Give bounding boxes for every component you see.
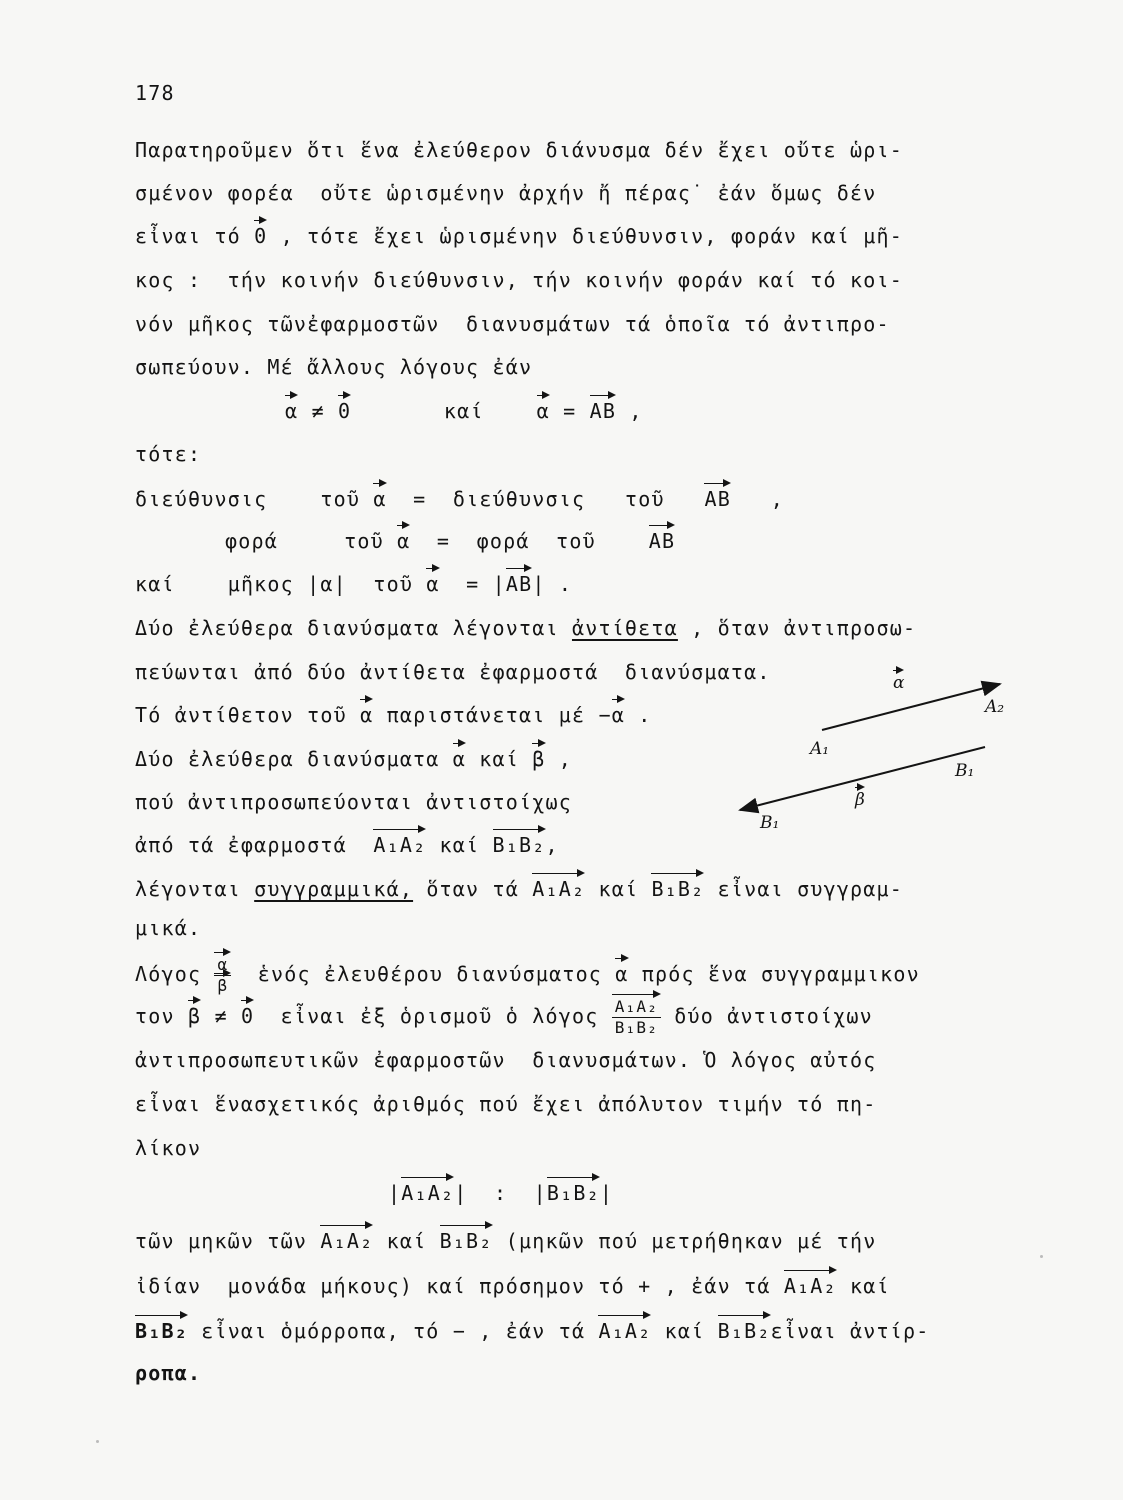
paragraph-2-line-2: πεύωνται ἀπό δύο ἀντίθετα ἐφαρμοστά διανύσματα. xyxy=(135,660,771,684)
text-fragment: εἶναι τό xyxy=(135,224,255,248)
abs-bar: | xyxy=(599,1181,614,1205)
paragraph-1-line-6: σωπεύουν. Μέ ἄλλους λόγους ἐάν xyxy=(135,355,533,379)
vector-ab: AB xyxy=(505,572,533,596)
word-kai: καί xyxy=(466,747,533,771)
sense-row xyxy=(225,528,675,554)
ratio-separator: | : | xyxy=(454,1181,547,1205)
vector-alpha: α xyxy=(360,703,374,727)
word-kai: καί xyxy=(135,572,175,596)
vector-a1a2: A₁A₂ xyxy=(532,877,586,901)
word-dieuthynsis: διεύθυνσις xyxy=(452,487,586,511)
vector-zero: 0 xyxy=(337,399,352,423)
vector-a1a2: A₁A₂ xyxy=(598,1319,652,1343)
text-fragment: , xyxy=(545,747,572,771)
word-kai: καί xyxy=(651,1319,718,1343)
vector-alpha: α xyxy=(615,962,629,986)
word-kai: καί xyxy=(426,833,493,857)
vector-a1a2-arrow xyxy=(822,684,1000,730)
paragraph-5-line-3 xyxy=(135,1318,930,1344)
not-equal-sign: ≠ xyxy=(298,399,338,423)
paragraph-5-line-2 xyxy=(135,1273,890,1299)
equation-1 xyxy=(285,398,643,424)
word-tou: τοῦ xyxy=(625,487,665,511)
vector-alpha: α xyxy=(536,399,550,423)
vector-a1a2: A₁A₂ xyxy=(320,1229,374,1253)
text-fragment: εἶναι ἀντίρ- xyxy=(770,1319,930,1343)
paragraph-3-line-2: πού ἀντιπροσωπεύονται ἀντιστοίχως xyxy=(135,790,572,814)
tote-label: τότε: xyxy=(135,442,202,466)
text-fragment: δύο ἀντιστοίχων xyxy=(661,1004,873,1028)
paragraph-1-line-3 xyxy=(135,223,903,249)
text-fragment: εἶναι ἐξ ὁρισμοῦ ὁ λόγος xyxy=(254,1004,612,1028)
paragraph-1-line-5: νόν μῆκος τῶνἐφαρμοστῶν διανυσμάτων τά ὁποῖα τό ἀντιπρο- xyxy=(135,312,890,336)
vector-alpha: α xyxy=(426,572,440,596)
vector-b1b2: B₁B₂ xyxy=(492,833,546,857)
paragraph-2-line-1 xyxy=(135,615,916,641)
collinear-vectors-diagram xyxy=(730,665,1030,845)
text-fragment: τῶν μηκῶν τῶν xyxy=(135,1229,321,1253)
text-fragment: εἶναι ὁμόρροπα, τό − , ἐάν τά xyxy=(187,1319,599,1343)
word-kai: καί xyxy=(443,399,484,423)
text-fragment: , xyxy=(545,833,559,857)
vector-a1a2: A₁A₂ xyxy=(373,833,427,857)
fraction-a1a2-over-b1b2 xyxy=(612,997,661,1038)
equals-sign: = xyxy=(549,399,590,423)
vector-b1b2: B₁B₂ xyxy=(439,1229,493,1253)
word-kai: καί xyxy=(585,877,652,901)
abs-bar: | xyxy=(492,572,506,596)
equals-sign: = xyxy=(466,572,480,596)
word-mikos: μῆκος xyxy=(227,572,294,596)
diagram-label-alpha: α xyxy=(893,673,905,693)
word-dieuthynsis: διεύθυνσις xyxy=(135,487,268,511)
vector-b1b2: B₁B₂ xyxy=(717,1319,771,1343)
text-fragment: πρός ἕνα συγγραμμικον xyxy=(628,962,920,986)
text-fragment: (μηκῶν πού μετρήθηκαν μέ τήν xyxy=(492,1229,877,1253)
vector-a1a2: A₁A₂ xyxy=(401,1181,455,1205)
equals-sign: = xyxy=(436,529,451,553)
text-fragment: ὅταν τά xyxy=(413,877,533,901)
underlined-term-antitheta: ἀντίθετα xyxy=(571,616,678,640)
paragraph-4-line-3: ἀντιπροσωπευτικῶν ἐφαρμοστῶν διανυσμάτων. Ὁ λόγος αὐτός xyxy=(135,1048,877,1072)
text-fragment: Τό ἀντίθετον τοῦ xyxy=(135,703,361,727)
direction-row xyxy=(135,486,784,512)
paragraph-5-line-4: ροπα. xyxy=(135,1361,202,1385)
word-tou: τοῦ xyxy=(373,572,414,596)
fraction-numerator: A₁A₂ xyxy=(612,997,661,1018)
word-fora: φορά xyxy=(476,529,530,553)
paragraph-1-line-2: σμένον φορέα οὔτε ὡρισμένην ἀρχήν ἤ πέρας˙ ἐάν ὅμως δέν xyxy=(135,181,877,205)
paragraph-3-line-4 xyxy=(135,876,903,902)
comma: , xyxy=(616,399,643,423)
vector-ab: AB xyxy=(648,529,676,553)
word-tou: τοῦ xyxy=(320,487,361,511)
vector-a1a2: A₁A₂ xyxy=(783,1274,837,1298)
paragraph-4-line-1 xyxy=(135,955,920,996)
vector-alpha: α xyxy=(397,529,411,553)
vector-alpha: α xyxy=(452,747,467,771)
fraction-alpha-over-beta xyxy=(214,955,231,996)
page-number: 178 xyxy=(135,81,175,105)
diagram-label-beta: β xyxy=(855,790,865,810)
diagram-label-a1: A₁ xyxy=(810,739,830,759)
paragraph-1-line-1: Παρατηροῦμεν ὅτι ἕνα ἐλεύθερον διάνυσμα δέν ἔχει οὔτε ὡρι- xyxy=(135,138,903,162)
diagram-label-b1-top: B₁ xyxy=(955,761,975,781)
fraction-denominator: β xyxy=(214,976,231,996)
paragraph-3-line-3 xyxy=(135,832,559,858)
equals-sign: = xyxy=(413,487,427,511)
diagram-label-a2: A₂ xyxy=(985,697,1005,717)
word-tou: τοῦ xyxy=(344,529,384,553)
vector-b1b2: B₁B₂ xyxy=(135,1319,188,1343)
vector-zero: 0 xyxy=(240,1004,255,1028)
paragraph-5-line-1 xyxy=(135,1228,877,1254)
text-fragment: ἰδίαν μονάδα μήκους) καί πρόσημον τό + , ἐάν τά xyxy=(135,1274,784,1298)
paragraph-1-line-4: κος : τήν κοινήν διεύθυνσιν, τήν κοινήν φοράν καί τό κοι- xyxy=(135,268,903,292)
text-fragment: τον xyxy=(135,1004,188,1028)
paragraph-3-line-1 xyxy=(135,746,572,772)
equation-2 xyxy=(388,1180,613,1206)
text-fragment: καί xyxy=(836,1274,890,1298)
text-fragment: . xyxy=(624,703,652,727)
abs-alpha: |α| xyxy=(307,572,347,596)
paragraph-4-line-4: εἶναι ἕνασχετικός ἀριθμός πού ἔχει ἀπόλυτον τιμήν τό πη- xyxy=(135,1092,877,1116)
word-fora: φορά xyxy=(225,529,278,553)
vector-beta: β xyxy=(532,747,546,771)
abs-bar: | xyxy=(388,1181,402,1205)
vector-ab: AB xyxy=(704,487,731,511)
vector-alpha: α xyxy=(373,487,387,511)
vector-ab: AB xyxy=(589,399,617,423)
paragraph-3-line-5: μικά. xyxy=(135,916,202,940)
text-fragment: λέγονται xyxy=(135,877,255,901)
abs-bar-close: | . xyxy=(532,572,573,596)
text-fragment: Δύο ἐλεύθερα διανύσματα xyxy=(135,747,453,771)
vector-b1b2: B₁B₂ xyxy=(546,1181,600,1205)
vector-alpha: α xyxy=(285,399,299,423)
vector-b1b2: B₁B₂ xyxy=(651,877,705,901)
comma: , xyxy=(770,487,784,511)
text-fragment: παριστάνεται μέ − xyxy=(373,703,612,727)
paragraph-2-line-3 xyxy=(135,702,651,728)
word-tou: τοῦ xyxy=(556,529,596,553)
diagram-label-b1-bottom: B₁ xyxy=(760,813,780,833)
text-fragment: Λόγος xyxy=(135,962,215,986)
scan-speck xyxy=(96,1440,99,1443)
text-fragment: Δύο ἐλεύθερα διανύσματα λέγονται xyxy=(135,616,572,640)
vector-alpha: α xyxy=(611,703,625,727)
paragraph-4-line-2 xyxy=(135,997,873,1038)
text-fragment: , ὅταν ἀντιπροσω- xyxy=(677,616,917,640)
not-equal-sign: ≠ xyxy=(201,1004,241,1028)
text-fragment: ἑνός ἐλευθέρου διανύσματος xyxy=(231,962,616,986)
vector-zero: 0 xyxy=(254,224,268,248)
text-fragment: εἶναι συγγραμ- xyxy=(704,877,904,901)
underlined-term-syngrammika: συγγραμμικά, xyxy=(254,877,414,901)
text-fragment: , τότε ἔχει ὡρισμένην διεύθυνσιν, φοράν καί μῆ- xyxy=(267,224,903,248)
scan-speck xyxy=(1040,1255,1043,1258)
vector-beta: β xyxy=(187,1004,202,1028)
fraction-numerator: α xyxy=(214,955,231,976)
text-fragment: ἀπό τά ἐφαρμοστά xyxy=(135,833,374,857)
word-kai: καί xyxy=(373,1229,440,1253)
length-row xyxy=(135,571,572,597)
paragraph-4-line-5: λίκον xyxy=(135,1136,202,1160)
fraction-denominator: B₁B₂ xyxy=(614,1018,659,1037)
